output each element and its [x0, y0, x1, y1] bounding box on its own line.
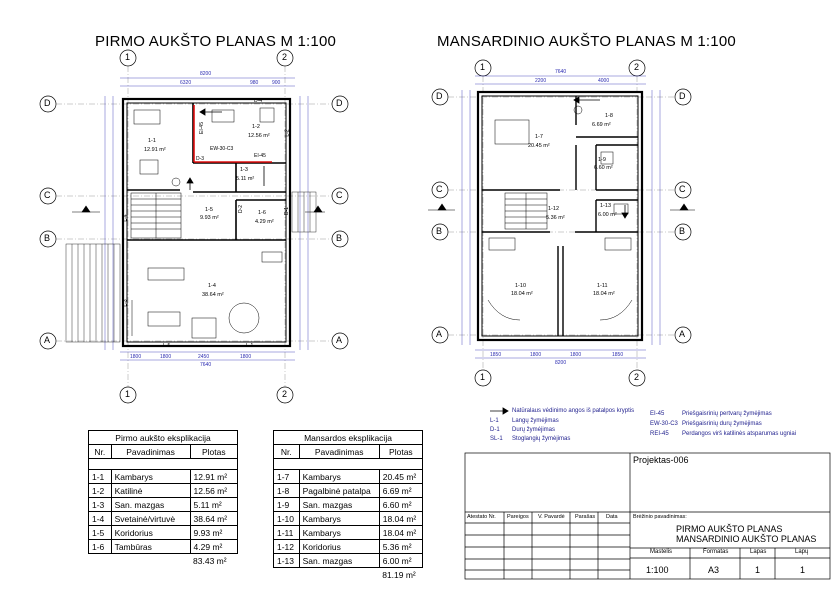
attic-axis-label-1-bottom: 1 [480, 372, 486, 382]
door-mark-d1: D-1 [284, 206, 291, 216]
legend-floor: Perdangos virš katilinės atsparumas ugniai [682, 431, 797, 437]
drawing-name-line-1: PIRMO AUKŠTO PLANAS [676, 524, 783, 534]
table-cell: San. mazgas [111, 498, 190, 512]
attic-dim-bottom-total: 8200 [555, 360, 567, 366]
attic-dim-bottom-3: 1800 [570, 352, 582, 358]
room-1-6-id: 1-6 [258, 210, 266, 216]
attic-axis-label-c-left: C [436, 184, 443, 194]
legend-code-firedoor: EW-30-C3 [650, 421, 678, 427]
table-cell: 1-3 [89, 498, 112, 512]
legend-window: Langų žymėjimas [512, 418, 559, 424]
legend-code-window: L-1 [490, 418, 499, 424]
room-1-10-area: 18.04 m² [511, 291, 533, 297]
table-cell: 1-1 [89, 470, 112, 484]
tb-format-value: A3 [708, 565, 720, 575]
room-1-9-id: 1-9 [598, 157, 606, 163]
table-cell: Koridorius [111, 526, 190, 540]
attic-axis-label-2-bottom: 2 [634, 372, 640, 382]
tb-sheet-value: 1 [755, 565, 761, 575]
room-1-5-id: 1-5 [205, 207, 213, 213]
door-mark-d3: D-3 [196, 156, 205, 162]
door-mark-d4: D-4 [254, 98, 263, 104]
legend-code-floor: REI-45 [650, 431, 669, 437]
table-cell: 5.11 m² [190, 498, 237, 512]
dim-top-3: 900 [272, 80, 281, 86]
table-cell: 1-7 [274, 470, 300, 484]
dim-top-2: 980 [250, 80, 259, 86]
table-cell: 38.64 m² [190, 512, 237, 526]
table-row [89, 512, 238, 526]
table-row [89, 540, 238, 554]
axis-label-b-left: B [44, 233, 51, 243]
legend-firedoor: Priešgaisrinių durų žymėjimas [682, 421, 762, 427]
table1-total: 83.43 m² [193, 555, 227, 566]
axis-label-d-left: D [44, 98, 51, 108]
attic-axis-label-b-right: B [679, 226, 686, 236]
dim-top-1: 6320 [180, 80, 192, 86]
axis-label-c-left: C [44, 190, 51, 200]
table-cell: 12.91 m² [190, 470, 237, 484]
dim-bottom-total: 7640 [200, 362, 212, 368]
ground-plan-title: PIRMO AUKŠTO PLANAS M 1:100 [95, 33, 337, 50]
legend-code-firewall: EI-45 [650, 411, 665, 417]
tb-format-label: Formatas [703, 549, 729, 555]
table-cell: 9.93 m² [190, 526, 237, 540]
table-row [89, 470, 238, 484]
room-1-1-id: 1-1 [148, 138, 156, 144]
fire-wall-mark-h: EI-45 [254, 153, 266, 159]
tb-col-cert: Atestato Nr. [467, 514, 496, 520]
drawing-name-line-2: MANSARDINIO AUKŠTO PLANAS [676, 534, 817, 544]
attic-dim-bottom-4: 1850 [612, 352, 624, 358]
attic-dim-top-total: 7640 [555, 69, 567, 75]
table-cell: 1-10 [274, 512, 300, 526]
attic-axis-label-1-top: 1 [480, 62, 486, 72]
table-cell: 1-12 [274, 540, 300, 554]
table-cell: 6.69 m² [379, 484, 422, 498]
table-cell: Svetainė/virtuvė [111, 512, 190, 526]
door-mark-d2: D-2 [238, 204, 245, 214]
table2-header-name: Pavadinimas [299, 445, 379, 459]
attic-axis-label-d-left: D [436, 91, 443, 101]
tb-scale-value: 1:100 [646, 565, 669, 575]
attic-axis-label-c-right: C [679, 184, 686, 194]
attic-dim-bottom-1: 1850 [490, 352, 502, 358]
tb-sheets-label: Lapų [795, 549, 809, 555]
table-cell: 1-5 [89, 526, 112, 540]
axis-label-b-right: B [336, 233, 343, 243]
table1-header-area: Plotas [190, 445, 237, 459]
legend-firewall: Priešgaisrinių pertvarų žymėjimas [682, 411, 772, 417]
table-row [274, 526, 423, 540]
table-cell: Kambarys [299, 470, 379, 484]
attic-dim-top-1: 2200 [535, 78, 547, 84]
table-cell: Kambarys [299, 512, 379, 526]
tb-col-position: Pareigos [507, 514, 529, 520]
tb-scale-label: Mastelis [650, 549, 673, 555]
table-cell: San. mazgas [299, 498, 379, 512]
dim-bottom-4: 1800 [240, 354, 252, 360]
table-cell: Kambarys [299, 526, 379, 540]
axis-label-2-bottom: 2 [282, 389, 288, 399]
axis-label-1-bottom: 1 [125, 389, 131, 399]
tb-col-date: Data [606, 514, 618, 520]
table-cell: 1-6 [89, 540, 112, 554]
table-row [274, 554, 423, 568]
attic-axis-label-a-right: A [679, 329, 686, 339]
legend-skylight: Stoglangių žymėjimas [512, 436, 571, 442]
table-cell: 1-11 [274, 526, 300, 540]
table-row [89, 484, 238, 498]
table-cell: 18.04 m² [379, 512, 422, 526]
table-row [274, 512, 423, 526]
room-1-12-id: 1-12 [548, 206, 560, 212]
room-1-2-id: 1-2 [252, 124, 260, 130]
axis-label-a-left: A [44, 335, 51, 345]
attic-axis-label-2-top: 2 [634, 62, 640, 72]
table-cell: 20.45 m² [379, 470, 422, 484]
attic-floor-plan [428, 60, 695, 386]
table-row [89, 526, 238, 540]
table2-total: 81.19 m² [382, 569, 416, 580]
room-1-7-area: 20.45 m² [528, 143, 550, 149]
table-cell: 1-4 [89, 512, 112, 526]
room-1-12-area: 5.36 m² [546, 215, 565, 221]
room-1-1-area: 12.91 m² [144, 147, 166, 153]
table-cell: 1-9 [274, 498, 300, 512]
axis-label-d-right: D [336, 98, 343, 108]
dim-top-outer: 8200 [200, 71, 212, 77]
table-cell: San. mazgas [299, 554, 379, 568]
table-cell: 6.60 m² [379, 498, 422, 512]
legend-code-skylight: SL-1 [490, 436, 503, 442]
room-1-4-area: 38.64 m² [202, 292, 224, 298]
table-row [274, 470, 423, 484]
fire-door-mark: EW-30-C3 [210, 146, 234, 152]
legend-code-door: D-1 [490, 427, 500, 433]
project-number: Projektas-006 [633, 455, 689, 465]
table-cell: Katilinė [111, 484, 190, 498]
ground-floor-explication-table [88, 430, 238, 567]
table-cell: Kambarys [111, 470, 190, 484]
room-1-3-area: 5.11 m² [236, 176, 255, 182]
legend-door: Durų žymėjimas [512, 427, 556, 433]
window-mark-l3: L-3 [122, 299, 129, 307]
table-cell: 1-2 [89, 484, 112, 498]
table1-header-name: Pavadinimas [111, 445, 190, 459]
dim-bottom-2: 1800 [160, 354, 172, 360]
attic-dim-top-2: 4000 [598, 78, 610, 84]
table-row [274, 540, 423, 554]
table-row [274, 498, 423, 512]
table-cell: 12.56 m² [190, 484, 237, 498]
tb-sheet-label: Lapas [750, 549, 767, 555]
room-1-2-area: 12.56 m² [248, 133, 270, 139]
room-1-6-area: 4.29 m² [255, 219, 274, 225]
tb-col-signature: Parašas [575, 514, 596, 520]
axis-label-c-right: C [336, 190, 343, 200]
window-mark-l1: L-1 [246, 343, 254, 349]
tb-col-name: V. Pavardė [538, 514, 565, 520]
axis-label-2-top: 2 [282, 52, 288, 62]
table1-header-nr: Nr. [89, 445, 112, 459]
room-1-7-id: 1-7 [535, 134, 543, 140]
table-cell: 6.00 m² [379, 554, 422, 568]
window-mark-l5: L-5 [163, 343, 171, 349]
legend-ventilation: Natūralaus vėdinimo angos iš patalpos kryptis [512, 408, 635, 414]
table-cell: 1-13 [274, 554, 300, 568]
room-1-13-id: 1-13 [600, 203, 612, 209]
room-1-9-area: 6.60 m² [594, 165, 613, 171]
table-cell: Pagalbinė patalpa [299, 484, 379, 498]
table2-title: Mansardos eksplikacija [274, 431, 423, 445]
window-mark-l2: L-2 [284, 129, 291, 137]
table-row [274, 484, 423, 498]
attic-axis-label-a-left: A [436, 329, 443, 339]
room-1-11-area: 18.04 m² [593, 291, 615, 297]
attic-axis-label-b-left: B [436, 226, 443, 236]
table-cell: 1-8 [274, 484, 300, 498]
room-1-3-id: 1-3 [240, 167, 248, 173]
table-cell: 4.29 m² [190, 540, 237, 554]
axis-label-1-top: 1 [125, 52, 131, 62]
table1-title: Pirmo aukšto eksplikacija [89, 431, 238, 445]
room-1-4-id: 1-4 [208, 283, 216, 289]
ground-floor-plan [40, 50, 348, 403]
fire-wall-mark-v: EI-45 [198, 122, 205, 134]
room-1-8-area: 6.69 m² [592, 122, 611, 128]
room-1-11-id: 1-11 [597, 283, 608, 289]
attic-dim-bottom-2: 1800 [530, 352, 542, 358]
table-cell: Koridorius [299, 540, 379, 554]
dim-bottom-1: 1800 [130, 354, 142, 360]
attic-axis-label-d-right: D [679, 91, 686, 101]
room-1-8-id: 1-8 [605, 113, 613, 119]
attic-explication-table [273, 430, 423, 581]
room-1-10-id: 1-10 [515, 283, 527, 289]
attic-plan-title: MANSARDINIO AUKŠTO PLANAS M 1:100 [437, 33, 736, 50]
axis-label-a-right: A [336, 335, 343, 345]
table-cell: 18.04 m² [379, 526, 422, 540]
table2-header-nr: Nr. [274, 445, 300, 459]
tb-sheets-value: 1 [800, 565, 806, 575]
dim-bottom-3: 2450 [198, 354, 210, 360]
table-row [89, 498, 238, 512]
window-mark-l4: L-4 [122, 214, 129, 222]
room-1-13-area: 6.00 m² [598, 212, 617, 218]
table-cell: 5.36 m² [379, 540, 422, 554]
table-cell: Tambūras [111, 540, 190, 554]
table2-header-area: Plotas [379, 445, 422, 459]
room-1-5-area: 9.93 m² [200, 215, 219, 221]
drawing-name-label: Brėžinio pavadinimas: [633, 514, 687, 520]
